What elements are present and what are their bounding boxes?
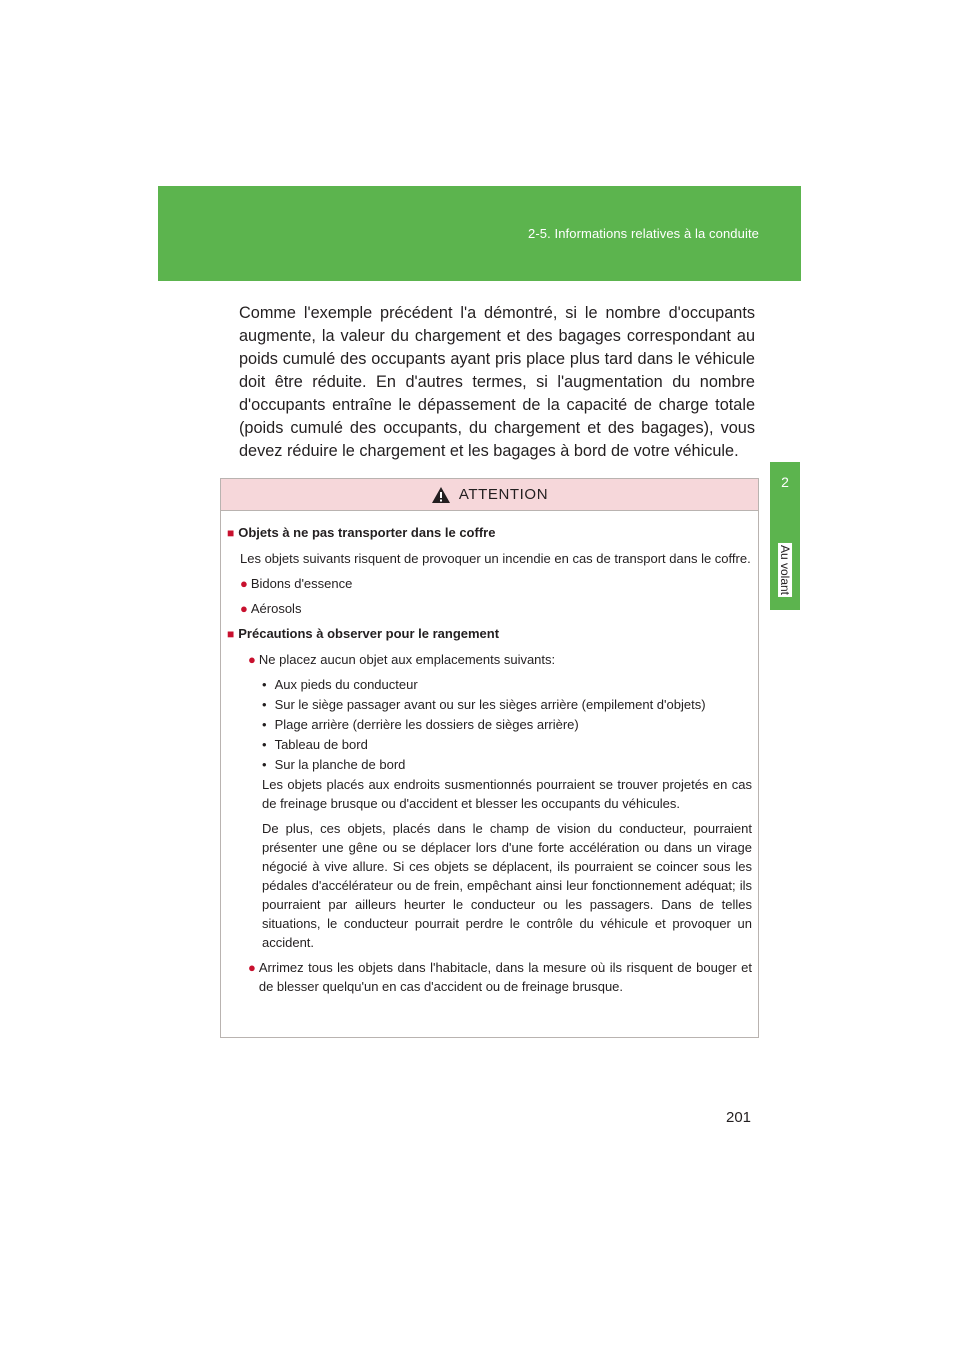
list-item: • Aux pieds du conducteur	[262, 675, 752, 695]
warning-title: ATTENTION	[458, 486, 549, 503]
section-text: De plus, ces objets, placés dans le champ de vision du conducteur, pourraient présenter une gêne ou se déplacer lors d'une forte accélération ou dans un virage négocié à vive allure. Si ces objets se déplacent, ils pourraient se coincer sous les pédales d'accélérateur ou de frein, empêchant ainsi leur fonctionnement adéquat; ils pourraient par ailleurs heurter le conducteur ou les passagers. Dans de telles situations, le conducteur pourrait perdre le contrôle du véhicule et provoquer un accident.	[262, 821, 752, 950]
section-heading: ■ Objets à ne pas transporter dans le coffre	[227, 525, 496, 540]
circle-bullet-icon: ●	[240, 601, 248, 616]
list-item: • Sur le siège passager avant ou sur les sièges arrière (empilement d'objets)	[262, 695, 752, 715]
warning-triangle-icon	[431, 486, 451, 504]
list-item: ● Arrimez tous les objets dans l'habitacle, dans la mesure où ils risquent de bouger et de blesser quelqu'un en cas d'accident ou de freinage brusque.	[248, 960, 752, 994]
square-bullet-icon: ■	[227, 627, 235, 641]
list-item: ● Aérosols	[240, 601, 302, 616]
square-bullet-icon: ■	[227, 526, 235, 540]
warning-box	[220, 478, 759, 1038]
section-text: Les objets placés aux endroits susmentionnés pourraient se trouver projetés en cas de freinage brusque ou d'accident et blesser les occupants du véhicules.	[262, 777, 752, 811]
list-item: • Tableau de bord	[262, 735, 752, 755]
list-item: • Plage arrière (derrière les dossiers de sièges arrière)	[262, 715, 752, 735]
circle-bullet-icon: ●	[240, 576, 248, 591]
list-item: ● Bidons d'essence	[240, 576, 353, 591]
circle-bullet-icon: ●	[248, 652, 256, 667]
list-item: ● Ne placez aucun objet aux emplacements suivants:	[248, 652, 556, 667]
section-text: Les objets suivants risquent de provoquer un incendie en cas de transport dans le coffre.	[240, 551, 751, 566]
chapter-tab-number: 2	[770, 462, 800, 502]
chapter-label-text: Au volant	[778, 544, 793, 596]
section-heading: ■ Précautions à observer pour le rangement	[227, 626, 500, 641]
location-list	[262, 675, 752, 775]
intro-paragraph: Comme l'exemple précédent l'a démontré, si le nombre d'occupants augmente, la valeur du chargement et des bagages correspondant au poids cumulé des occupants ayant pris place plus tard dans le véhicule doit être réduite. En d'autres termes, si l'augmentation du nombre d'occupants entraîne le dépassement de la capacité de charge totale (poids cumulé des occupants, du chargement et des bagages), vous devez réduire le chargement et les bagages à bord de votre véhicule.	[239, 304, 755, 460]
warning-header	[221, 479, 758, 511]
section-title: 2-5. Informations relatives à la conduite	[528, 226, 759, 241]
page-number: 201	[726, 1109, 752, 1126]
circle-bullet-icon: ●	[248, 960, 256, 975]
list-item: • Sur la planche de bord	[262, 755, 752, 775]
warning-content	[221, 511, 758, 996]
header-band	[158, 186, 801, 281]
chapter-tab-label	[773, 538, 797, 602]
